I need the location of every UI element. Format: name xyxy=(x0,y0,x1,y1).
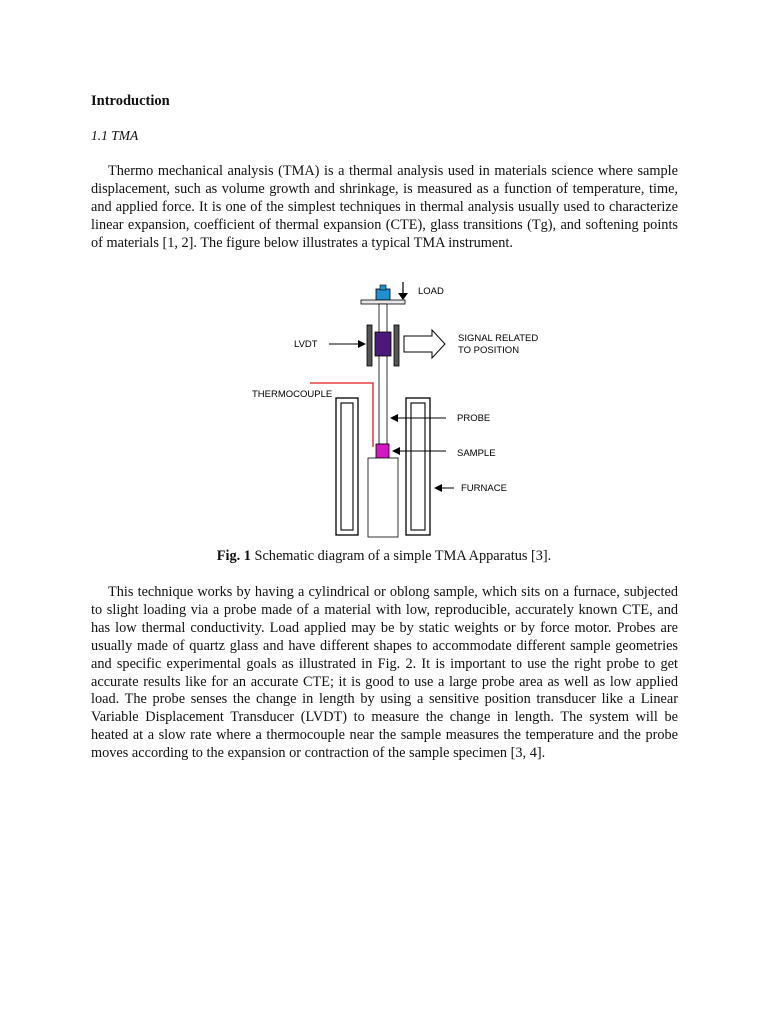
load-arrow-head xyxy=(398,293,408,300)
load-weight xyxy=(376,289,390,300)
tma-schematic-diagram xyxy=(240,280,560,542)
furnace-wall-left-inner xyxy=(341,403,353,530)
caption-label: Fig. 1 xyxy=(216,548,251,564)
label-thermocouple: THERMOCOUPLE xyxy=(252,389,333,400)
furnace-wall-right-inner xyxy=(411,403,425,530)
signal-output-arrow xyxy=(404,330,445,358)
subsection-heading: 1.1 TMA xyxy=(91,128,139,143)
tma-schematic-figure xyxy=(240,280,560,542)
label-lvdt: LVDT xyxy=(294,339,318,350)
label-signal-line1: SIGNAL RELATED xyxy=(458,333,539,344)
load-weight-knob xyxy=(380,285,386,290)
label-sample: SAMPLE xyxy=(457,448,496,459)
furnace-arrow-head xyxy=(434,484,442,492)
section-heading: Introduction xyxy=(91,93,170,109)
lvdt-coil-left xyxy=(367,325,372,366)
lvdt-coil-right xyxy=(394,325,399,366)
probe-rod xyxy=(379,304,387,444)
label-probe: PROBE xyxy=(457,413,491,424)
sample-block xyxy=(376,444,389,458)
label-furnace: FURNACE xyxy=(461,483,507,494)
paragraph-technique: This technique works by having a cylindrical or oblong sample, which sits on a furnace, subjected to slight loading via a probe made of a material with low, reproducible, accurately known CTE, and has low thermal conductivity. Load applied may be by static weights or by force motor. Probes are usually made of quartz glass and have different shapes to accommodate different sample geometries and specific experimental goals as illustrated in Fig. 2. It is important to use the right probe to get accurate results like for an accurate CTE; it is good to use a large probe area as well as low applied load. The probe senses the change in length by using a sensitive position transducer like a Linear Variable Displacement Transducer (LVDT) to measure the change in length. The system will be heated at a slow rate where a thermocouple near the sample measures the temperature and the probe moves according to the expansion or contraction of the sample specimen [3, 4]. xyxy=(91,584,678,762)
paragraph-intro: Thermo mechanical analysis (TMA) is a thermal analysis used in materials science where sample displacement, such as volume growth and shrinkage, is measured as a function of temperature, time, and applied force. It is one of the simplest techniques in thermal analysis usually used to characterize linear expansion, coefficient of thermal expansion (CTE), glass transitions (Tg), and softening points of materials [1, 2]. The figure below illustrates a typical TMA instrument. xyxy=(91,163,678,251)
sample-holder xyxy=(368,458,398,537)
lvdt-core xyxy=(375,332,391,356)
top-plate xyxy=(361,300,405,304)
figure-caption xyxy=(0,548,768,565)
probe-arrow-head xyxy=(390,414,398,422)
sample-arrow-head xyxy=(392,447,400,455)
lvdt-arrow-head xyxy=(358,340,366,348)
caption-text: Schematic diagram of a simple TMA Apparatus [3]. xyxy=(250,548,552,564)
label-signal-line2: TO POSITION xyxy=(458,345,520,356)
label-load: LOAD xyxy=(418,286,444,297)
